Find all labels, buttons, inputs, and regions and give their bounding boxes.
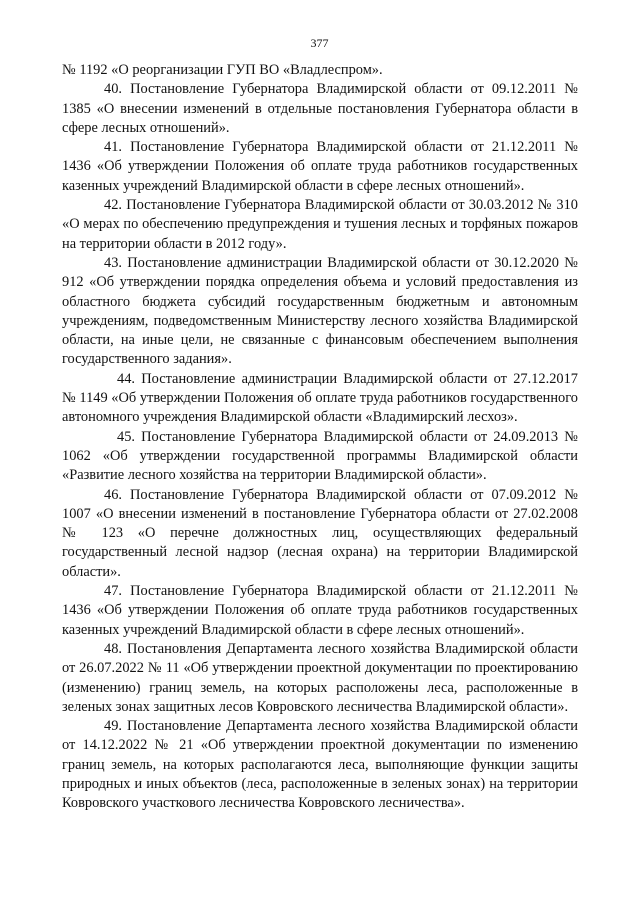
list-item-46: 46. Постановление Губернатора Владимирской области от 07.09.2012 № 1007 «О внесении изменений в постановление Губернатора области от 27.02.2008 № 123 «О перечне должностных лиц, осуществляющих федеральный государственный лесной надзор (лесная охрана) на территории Владимирской области». [62, 486, 578, 580]
list-item-42: 42. Постановление Губернатора Владимирской области от 30.03.2012 № 310 «О мерах по обеспечению предупреждения и тушения лесных и торфяных пожаров на территории области в 2012 году». [62, 197, 578, 252]
list-item-48: 48. Постановления Департамента лесного хозяйства Владимирской области от 26.07.2022 № 11 «Об утверждении проектной документации по проектированию (изменению) границ земель, на которых расположены леса, расположенные в зеленых зонах защитных лесов Ковровского лесничества Владимирской области». [62, 640, 578, 715]
list-item-40: 40. Постановление Губернатора Владимирской области от 09.12.2011 № 1385 «О внесении изменений в отдельные постановления Губернатора области в сфере лесных отношений». [62, 81, 578, 136]
list-item-47: 47. Постановление Губернатора Владимирской области от 21.12.2011 № 1436 «Об утверждении Положения об оплате труда работников государственных казенных учреждений Владимирской области в сфере лесных отношений». [62, 583, 578, 638]
paragraph-continuation: № 1192 «О реорганизации ГУП ВО «Владлеспром». [62, 62, 383, 78]
list-item-44: 44. Постановление администрации Владимирской области от 27.12.2017 № 1149 «Об утверждении Положения об оплате труда работников государственного автономного учреждения Владимирской области «Владимирский лесхоз». [62, 370, 578, 426]
list-item-41: 41. Постановление Губернатора Владимирской области от 21.12.2011 № 1436 «Об утверждении Положения об оплате труда работников государственных казенных учреждений Владимирской области в сфере лесных отношений». [62, 139, 578, 194]
list-item-49: 49. Постановление Департамента лесного хозяйства Владимирской области от 14.12.2022 № 21 «Об утверждении проектной документации по изменению границ земель, на которых располагаются леса, выполняющие функции защиты природных и иных объектов (леса, расположенные в зеленых зонах) на территории Ковровского участкового лесничества Ковровского лесничества». [62, 718, 578, 812]
list-item-45: 45. Постановление Губернатора Владимирской области от 24.09.2013 № 1062 «Об утверждении государственной программы Владимирской области «Развитие лесного хозяйства на территории Владимирской области». [62, 428, 578, 484]
list-item-43: 43. Постановление администрации Владимирской области от 30.12.2020 № 912 «Об утверждении порядка определения объема и условий предоставления из областного бюджета субсидий государственным бюджетным и автономным учреждениям, подведомственным Министерству лесного хозяйства Владимирской области, на иные цели, не связанные с финансовым обеспечением выполнения государственного задания». [62, 254, 578, 368]
page-number: 377 [310, 36, 329, 50]
document-body [62, 61, 578, 814]
